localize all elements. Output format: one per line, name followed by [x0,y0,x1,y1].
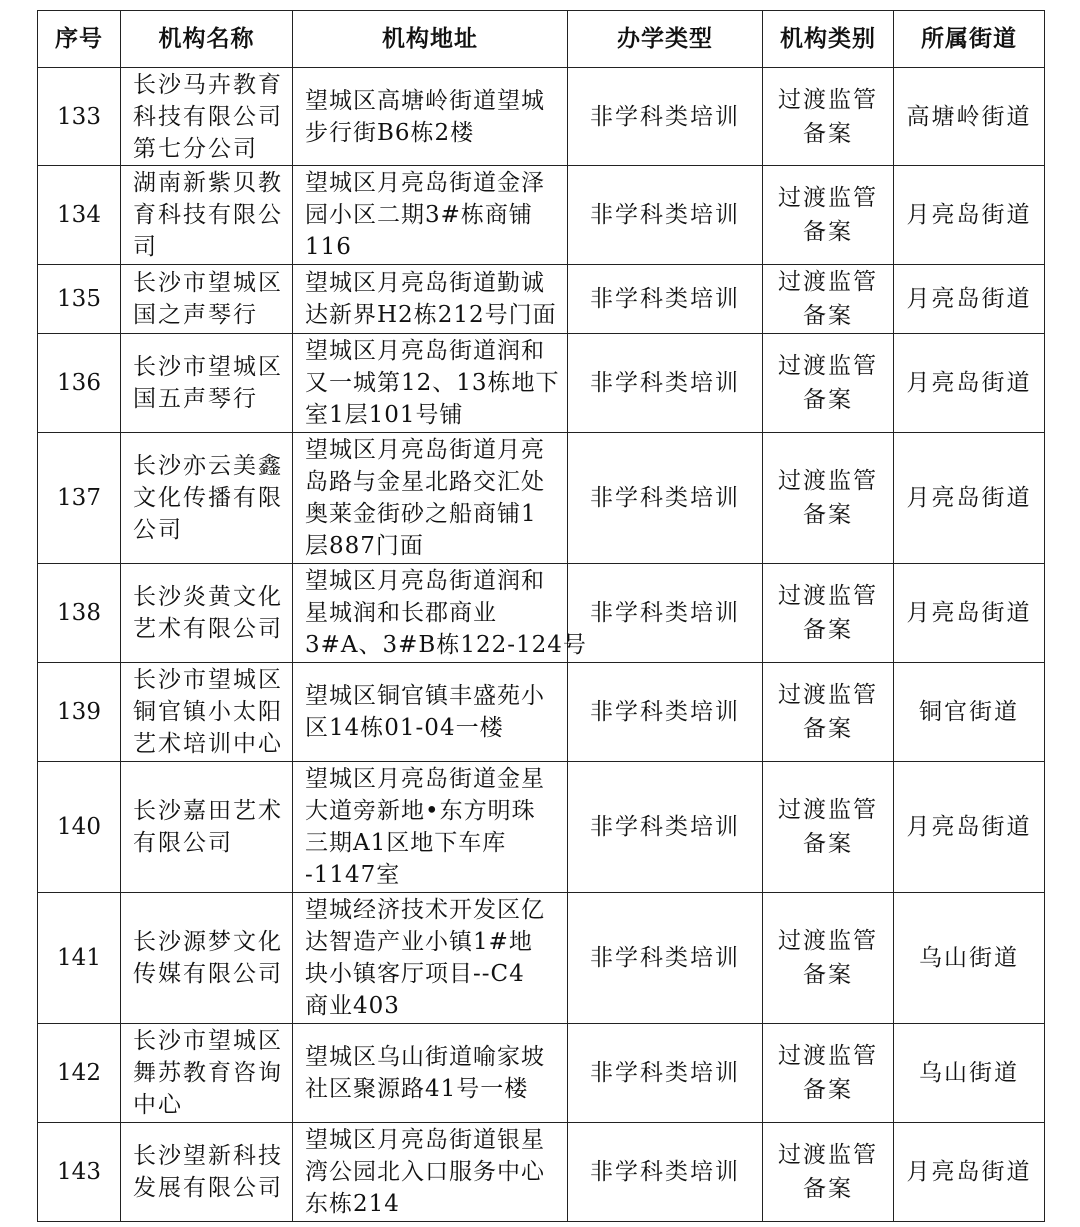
cell-address-line: 望城区月亮岛街道润和 [305,568,545,594]
cell-school-type: 非学科类培训 [568,433,763,564]
cell-address-line: 望城区月亮岛街道润和 [305,338,545,364]
table-row [38,166,1045,265]
cell-name-line: 长沙马卉教育 [133,71,283,98]
cell-school-type: 非学科类培训 [568,1123,763,1222]
cell-index: 140 [38,762,121,893]
cell-name-line: 育科技有限公 [133,202,283,228]
cell-index: 138 [38,564,121,663]
table-row [38,265,1045,334]
cell-name-line: 第七分公司 [133,135,258,162]
cell-address [293,564,587,663]
cell-name-line: 国之声琴行 [133,302,258,328]
cell-address-line: 岛路与金星北路交汇处 [305,469,545,495]
cell-name-line: 长沙源梦文化 [133,929,283,955]
cell-name [121,762,293,893]
cell-name-line: 国五声琴行 [133,386,258,412]
cell-category-line: 过渡监管 [778,86,878,113]
cell-name-line: 长沙望新科技 [133,1143,283,1169]
cell-street: 月亮岛街道 [894,762,1045,893]
cell-name-line: 艺术培训中心 [133,731,283,757]
institution-table [37,10,1045,1222]
cell-address-line: 达新界H2栋212号门面 [305,302,557,328]
cell-name [121,166,293,265]
cell-address-line: 望城区高塘岭街道望城 [305,87,545,114]
cell-name [121,68,293,166]
cell-street: 铜官街道 [894,663,1045,762]
cell-address [293,334,568,433]
cell-name-line: 发展有限公司 [133,1175,283,1201]
cell-street: 月亮岛街道 [894,1123,1045,1222]
header-name: 机构名称 [121,11,293,68]
cell-name-line: 湖南新紫贝教 [133,170,283,196]
cell-name-line: 长沙市望城区 [133,354,283,380]
cell-address-line: 商业403 [305,993,400,1019]
cell-address-line: 达智造产业小镇1#地 [305,929,533,955]
cell-category-line: 备案 [803,1077,853,1103]
cell-name [121,334,293,433]
cell-address [293,1123,568,1222]
table-row [38,762,1045,893]
cell-index: 139 [38,663,121,762]
cell-category-line: 过渡监管 [778,583,878,609]
cell-category-line: 过渡监管 [778,468,878,494]
cell-name-line: 艺术有限公司 [133,616,283,642]
table-row [38,893,1045,1024]
cell-address [293,663,568,762]
cell-address [293,68,568,166]
cell-address-line: 湾公园北入口服务中心 [305,1159,545,1185]
table-row [38,433,1045,564]
cell-street: 高塘岭街道 [894,68,1045,166]
cell-category [763,1024,894,1123]
cell-address-line: 区14栋01-04一楼 [305,715,504,741]
cell-street: 乌山街道 [894,893,1045,1024]
cell-category-line: 备案 [803,962,853,988]
cell-index: 134 [38,166,121,265]
cell-category-line: 过渡监管 [778,928,878,954]
table-row [38,334,1045,433]
cell-address-line: 三期A1区地下车库 [305,830,507,856]
cell-category [763,762,894,893]
cell-name-line: 公司 [133,517,183,543]
cell-address-line: 园小区二期3#栋商铺 [305,202,533,228]
header-address: 机构地址 [293,11,568,68]
cell-index: 143 [38,1123,121,1222]
cell-address [293,166,568,265]
cell-address [293,433,568,564]
cell-index: 133 [38,68,121,166]
cell-name-line: 文化传播有限 [133,485,283,511]
cell-category-line: 过渡监管 [778,353,878,379]
table-body [38,68,1045,1222]
cell-name-line: 铜官镇小太阳 [133,699,283,725]
cell-address-line: 块小镇客厅项目--C4 [305,961,525,987]
cell-name-line: 长沙嘉田艺术 [133,798,283,824]
cell-name [121,265,293,334]
cell-address-line: 东栋214 [305,1191,400,1217]
cell-address-line: 望城经济技术开发区亿 [305,897,545,923]
cell-address-line: 大道旁新地•东方明珠 [305,798,536,824]
cell-school-type: 非学科类培训 [568,564,763,663]
cell-category-line: 备案 [803,387,853,413]
cell-street: 月亮岛街道 [894,433,1045,564]
table-row [38,1024,1045,1123]
cell-category-line: 备案 [803,617,853,643]
cell-index: 135 [38,265,121,334]
cell-name-line: 科技有限公司 [133,103,283,130]
cell-category-line: 过渡监管 [778,185,878,211]
cell-category-line: 过渡监管 [778,1043,878,1069]
cell-address-line: 望城区乌山街道喻家坡 [305,1044,545,1070]
cell-street: 月亮岛街道 [894,166,1045,265]
cell-address-line: 望城区月亮岛街道银星 [305,1127,545,1153]
cell-category [763,265,894,334]
cell-address-line: 社区聚源路41号一楼 [305,1076,529,1102]
cell-category-line: 备案 [803,120,853,147]
cell-category-line: 过渡监管 [778,682,878,708]
cell-school-type: 非学科类培训 [568,663,763,762]
cell-category [763,68,894,166]
header-category: 机构类别 [763,11,894,68]
cell-category [763,433,894,564]
cell-address-line: 室1层101号铺 [305,402,464,428]
cell-address [293,1024,568,1123]
cell-address-line: 3#A、3#B栋122-124号 [305,632,587,658]
cell-name [121,663,293,762]
cell-name-line: 长沙市望城区 [133,270,283,296]
cell-name [121,1123,293,1222]
cell-school-type: 非学科类培训 [568,334,763,433]
cell-address-line: 望城区月亮岛街道金泽 [305,170,545,196]
cell-category [763,1123,894,1222]
cell-address [293,265,568,334]
table-row [38,1123,1045,1222]
cell-name-line: 司 [133,234,158,260]
cell-address-line: 奥莱金街砂之船商铺1 [305,501,537,527]
cell-category-line: 过渡监管 [778,797,878,823]
cell-address [293,762,568,893]
cell-category-line: 过渡监管 [778,1142,878,1168]
table-row [38,564,1045,663]
cell-address-line: 星城润和长郡商业 [305,600,497,626]
header-index: 序号 [38,11,121,68]
cell-school-type: 非学科类培训 [568,762,763,893]
cell-category-line: 备案 [803,502,853,528]
cell-category-line: 备案 [803,219,853,245]
header-school-type: 办学类型 [568,11,763,68]
cell-category-line: 过渡监管 [778,269,878,295]
cell-street: 月亮岛街道 [894,265,1045,334]
cell-address-line: 望城区月亮岛街道勤诚 [305,270,545,296]
cell-name-line: 舞苏教育咨询 [133,1060,283,1086]
cell-address-line: 望城区月亮岛街道月亮 [305,437,545,463]
cell-address-line: 116 [305,234,352,260]
header-street: 所属街道 [894,11,1045,68]
cell-street: 月亮岛街道 [894,334,1045,433]
cell-name-line: 传媒有限公司 [133,961,283,987]
cell-name-line: 有限公司 [133,830,233,856]
cell-school-type: 非学科类培训 [568,1024,763,1123]
table-header-row [38,11,1045,68]
cell-category-line: 备案 [803,716,853,742]
cell-address-line: 又一城第12、13栋地下 [305,370,560,396]
cell-name [121,564,293,663]
cell-school-type: 非学科类培训 [568,68,763,166]
cell-index: 136 [38,334,121,433]
cell-index: 137 [38,433,121,564]
cell-name [121,893,293,1024]
cell-category [763,334,894,433]
cell-category [763,166,894,265]
cell-name-line: 长沙炎黄文化 [133,584,283,610]
cell-category-line: 备案 [803,831,853,857]
cell-name [121,1024,293,1123]
table-row [38,663,1045,762]
cell-address [293,893,568,1024]
cell-address-line: 层887门面 [305,533,424,559]
cell-school-type: 非学科类培训 [568,893,763,1024]
cell-index: 142 [38,1024,121,1123]
cell-address-line: 步行街B6栋2楼 [305,119,475,146]
cell-address-line: 望城区铜官镇丰盛苑小 [305,683,545,709]
cell-street: 月亮岛街道 [894,564,1045,663]
cell-category [763,663,894,762]
cell-category [763,564,894,663]
cell-school-type: 非学科类培训 [568,265,763,334]
cell-school-type: 非学科类培训 [568,166,763,265]
cell-name-line: 长沙市望城区 [133,1028,283,1054]
cell-name-line: 长沙亦云美鑫 [133,453,283,479]
cell-street: 乌山街道 [894,1024,1045,1123]
cell-category-line: 备案 [803,1176,853,1202]
cell-name [121,433,293,564]
cell-category-line: 备案 [803,303,853,329]
table-row [38,68,1045,166]
cell-address-line: 望城区月亮岛街道金星 [305,766,545,792]
cell-name-line: 中心 [133,1092,183,1118]
cell-name-line: 长沙市望城区 [133,667,283,693]
cell-address-line: -1147室 [305,862,401,888]
cell-category [763,893,894,1024]
cell-index: 141 [38,893,121,1024]
